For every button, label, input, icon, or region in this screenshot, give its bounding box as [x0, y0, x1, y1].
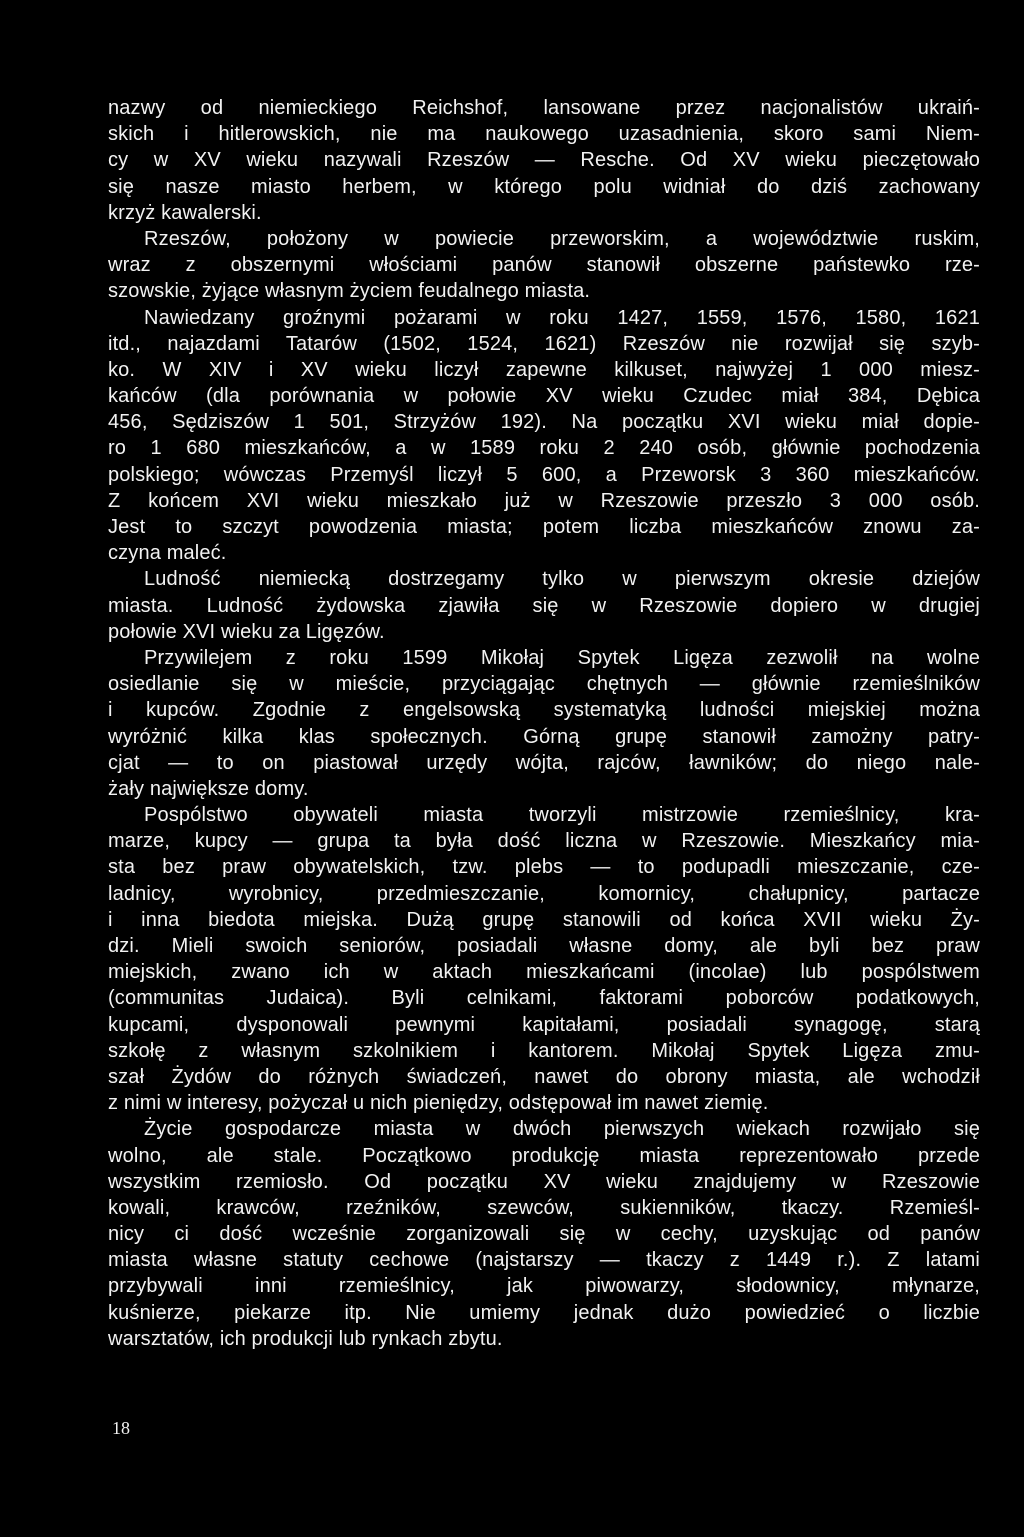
- text-line: Ludność niemiecką dostrzegamy tylko w pierwszym okresie dziejów: [144, 568, 980, 591]
- text-line: wyróżnić kilka klas społecznych. Górną grupę stanowił zamożny patry-: [108, 725, 980, 748]
- text-line: czyna maleć.: [108, 542, 227, 565]
- text-body: [108, 95, 980, 1352]
- text-line: i inna biedota miejska. Dużą grupę stanowili od końca XVII wieku Ży-: [108, 908, 980, 931]
- text-line: ko. W XIV i XV wieku liczył zapewne kilkuset, najwyżej 1 000 miesz-: [108, 358, 980, 381]
- text-line: żały największe domy.: [108, 777, 309, 800]
- text-line: Życie gospodarcze miasta w dwóch pierwszych wiekach rozwijało się: [144, 1118, 980, 1141]
- text-line: nazwy od niemieckiego Reichshof, lansowane przez nacjonalistów ukraiń-: [108, 97, 980, 119]
- text-line: Pospólstwo obywateli miasta tworzyli mistrzowie rzemieślnicy, kra-: [144, 804, 980, 827]
- text-line: kańców (dla porównania w połowie XV wieku Czudec miał 384, Dębica: [108, 385, 980, 408]
- text-line: dzi. Mieli swoich seniorów, posiadali własne domy, ale byli bez praw: [108, 935, 980, 957]
- text-line: cjat — to on piastował urzędy wójta, rajców, ławników; do niego nale-: [108, 751, 980, 774]
- text-line: miasta własne statuty cechowe (najstarszy — tkaczy z 1449 r.). Z latami: [108, 1249, 980, 1272]
- text-line: miejskich, zwano ich w aktach mieszkańcami (incolae) lub pospólstwem: [108, 961, 980, 984]
- text-line: szał Żydów do różnych świadczeń, nawet do obrony miasta, ale wchodził: [108, 1065, 980, 1088]
- text-line: wolno, ale stale. Początkowo produkcję miasta reprezentowało przede: [108, 1144, 980, 1167]
- text-line: cy w XV wieku nazywali Rzeszów — Resche. Od XV wieku pieczętowało: [108, 149, 980, 172]
- text-line: wraz z obszernymi włościami panów stanowił obszerne państewko rze-: [108, 254, 980, 277]
- text-line: Przywilejem z roku 1599 Mikołaj Spytek Ligęza zezwolił na wolne: [144, 646, 980, 669]
- text-line: (communitas Judaica). Byli celnikami, faktorami poborców podatkowych,: [108, 987, 980, 1010]
- text-line: marze, kupcy — grupa ta była dość liczna w Rzeszowie. Mieszkańcy mia-: [108, 830, 980, 853]
- text-line: sta bez praw obywatelskich, tzw. plebs — to podupadli mieszczanie, cze-: [108, 856, 980, 879]
- text-line: osiedlanie się w mieście, przyciągając chętnych — głównie rzemieślników: [108, 673, 980, 696]
- text-line: połowie XVI wieku za Ligęzów.: [108, 620, 385, 643]
- text-line: ro 1 680 mieszkańców, a w 1589 roku 2 240 osób, głównie pochodzenia: [108, 437, 980, 460]
- text-line: Rzeszów, położony w powiecie przeworskim, a województwie ruskim,: [144, 227, 980, 250]
- text-line: Z końcem XVI wieku mieszkało już w Rzeszowie przeszło 3 000 osób.: [108, 489, 980, 512]
- text-line: skich i hitlerowskich, nie ma naukowego uzasadnienia, skoro sami Niem-: [108, 123, 980, 146]
- text-line: wszystkim rzemiosło. Od początku XV wieku znajdujemy w Rzeszowie: [108, 1170, 980, 1193]
- page-number: 18: [112, 1418, 130, 1438]
- text-line: 456, Sędziszów 1 501, Strzyżów 192). Na początku XVI wieku miał dopie-: [108, 411, 980, 434]
- text-line: Jest to szczyt powodzenia miasta; potem liczba mieszkańców znowu za-: [108, 516, 980, 538]
- text-line: nicy ci dość wcześnie zorganizowali się w cechy, uzyskując od panów: [108, 1223, 980, 1246]
- text-line: ladnicy, wyrobnicy, przedmieszczanie, komornicy, chałupnicy, partacze: [108, 882, 980, 905]
- text-line: szowskie, żyjące własnym życiem feudalnego miasta.: [108, 280, 591, 303]
- text-line: polskiego; wówczas Przemyśl liczył 5 600, a Przeworsk 3 360 mieszkańców.: [108, 463, 980, 486]
- text-line: krzyż kawalerski.: [108, 201, 262, 224]
- text-line: się nasze miasto herbem, w którego polu widniał do dziś zachowany: [108, 175, 980, 198]
- text-line: szkołę z własnym szkolnikiem i kantorem. Mikołaj Spytek Ligęza zmu-: [108, 1039, 980, 1062]
- text-line: kowali, krawców, rzeźników, szewców, sukienników, tkaczy. Rzemieśl-: [108, 1196, 980, 1219]
- text-line: itd., najazdami Tatarów (1502, 1524, 1621) Rzeszów nie rozwijał się szyb-: [108, 332, 980, 355]
- text-line: przybywali inni rzemieślnicy, jak piwowarzy, słodownicy, młynarze,: [108, 1275, 980, 1298]
- text-line: i kupców. Zgodnie z engelsowską systematyką ludności miejskiej można: [108, 699, 980, 722]
- text-line: miasta. Ludność żydowska zjawiła się w Rzeszowie dopiero w drugiej: [108, 594, 980, 617]
- text-line: warsztatów, ich produkcji lub rynkach zbytu.: [108, 1327, 503, 1350]
- text-line: kupcami, dysponowali pewnymi kapitałami, posiadali synagogę, starą: [108, 1013, 980, 1036]
- text-line: z nimi w interesy, pożyczał u nich pieniędzy, odstępował im nawet ziemię.: [108, 1092, 769, 1115]
- text-line: Nawiedzany groźnymi pożarami w roku 1427, 1559, 1576, 1580, 1621: [144, 306, 980, 329]
- text-line: kuśnierze, piekarze itp. Nie umiemy jednak dużo powiedzieć o liczbie: [108, 1301, 980, 1324]
